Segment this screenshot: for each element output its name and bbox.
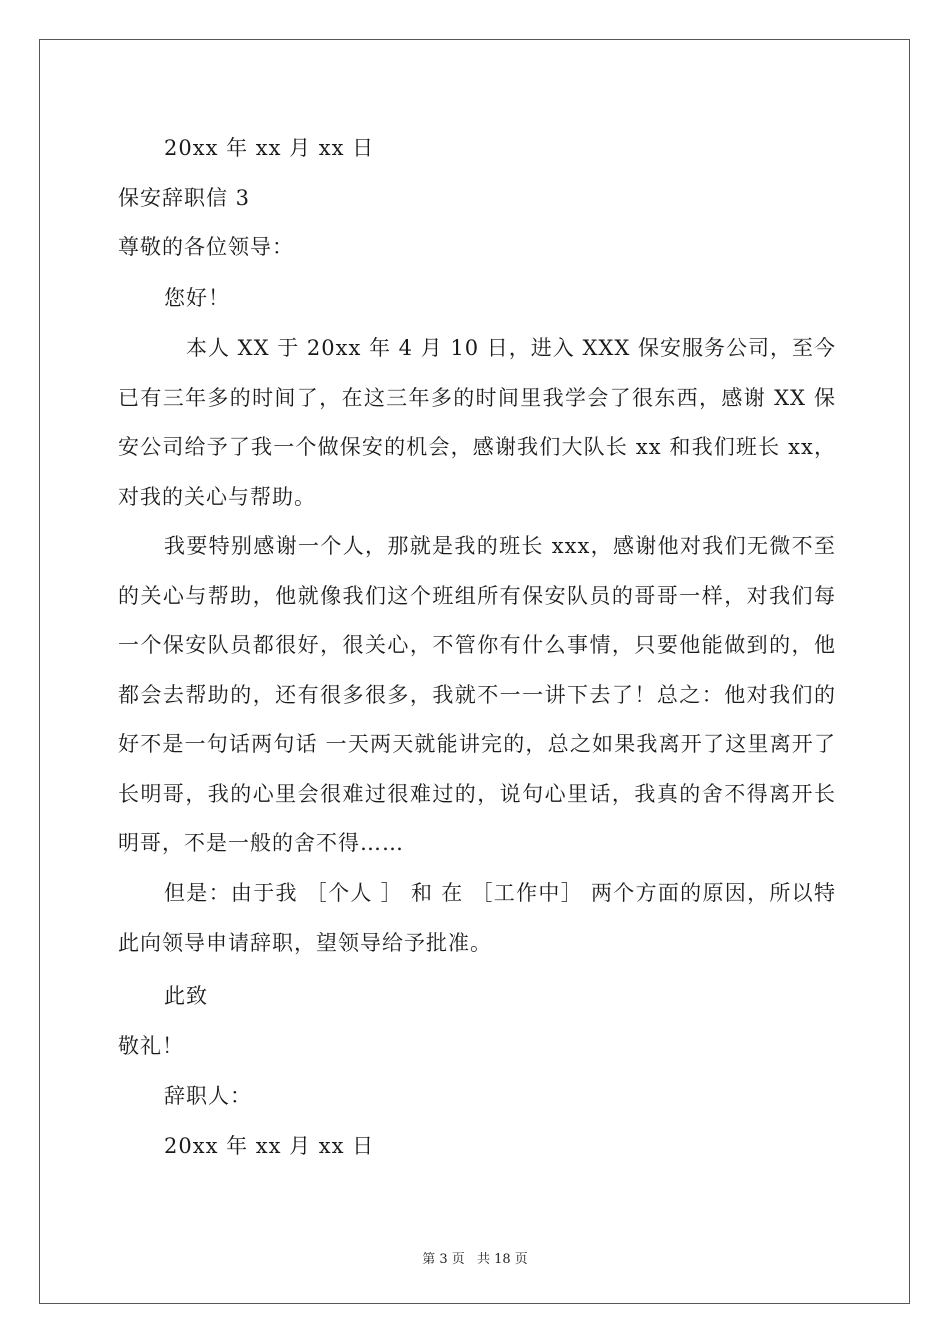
paragraph-3: 但是：由于我 ［个人 ］ 和 在 ［工作中］ 两个方面的原因，所以特此向领导申请辞职，望领导给予批准。 xyxy=(118,881,836,955)
page-footer xyxy=(0,1248,950,1267)
page-total: 共 18 页 xyxy=(476,1252,528,1267)
page-number: 第 3 页 xyxy=(422,1252,465,1267)
letter-title: 保安辞职信 3 xyxy=(118,186,251,210)
greeting: 您好！ xyxy=(164,286,230,310)
date-bottom: 20xx 年 xx 月 xx 日 xyxy=(164,1134,375,1158)
closing-cizhi: 此致 xyxy=(164,984,208,1008)
date-top: 20xx 年 xx 月 xx 日 xyxy=(164,136,375,160)
paragraph-2: 我要特别感谢一个人，那就是我的班长 xxx，感谢他对我们无微不至的关心与帮助，他就像我们这个班组所有保安队员的哥哥一样，对我们每一个保安队员都很好，很关心，不管你有什么事情，只要他能做到的，他都会去帮助的，还有很多很多，我就不一一讲下去了！总之：他对我们的好不是一句话两句话 一天两天就能讲完的，总之如果我离开了这里离开了长明哥，我的心里会很难过很难过的，说句心里话，我真的舍不得离开长明哥，不是一般的舍不得…… xyxy=(118,534,836,855)
salutation: 尊敬的各位领导： xyxy=(118,235,294,259)
paragraph-1: 本人 XX 于 20xx 年 4 月 10 日，进入 XXX 保安服务公司，至今已有三年多的时间了，在这三年多的时间里我学会了很东西，感谢 XX 保安公司给予了我一个做保安的机会，感谢我们大队长 xx 和我们班长 xx，对我的关心与帮助。 xyxy=(118,336,836,509)
signature-label: 辞职人： xyxy=(164,1084,252,1108)
closing-jingli: 敬礼！ xyxy=(118,1034,184,1058)
